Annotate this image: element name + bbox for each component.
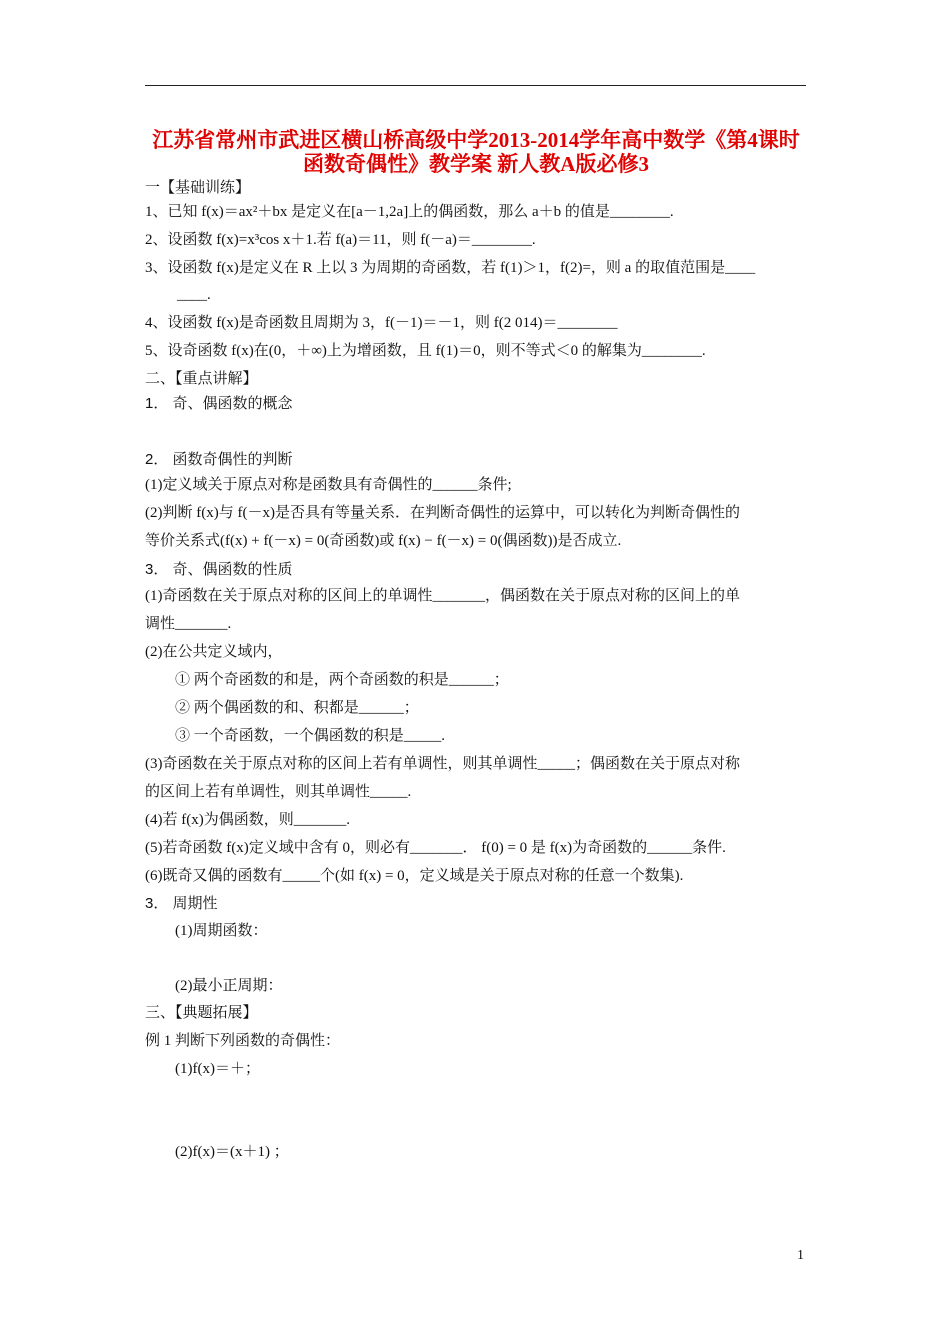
point-3-1: (1)奇函数在关于原点对称的区间上的单调性_______，偶函数在关于原点对称的区间上的单 xyxy=(145,588,740,604)
point-3-2-item-3: ③ 一个奇函数，一个偶函数的积是_____. xyxy=(175,728,446,744)
point-4-2: (2)最小正周期： xyxy=(175,978,283,994)
example-1: 例 1 判断下列函数的奇偶性： xyxy=(145,1033,341,1049)
point-3-5: (5)若奇函数 f(x)定义域中含有 0，则必有_______． f(0) = 0 是 f(x)为奇函数的______条件. xyxy=(145,840,726,856)
question-2: 2、设函数 f(x)=x³cos x＋1.若 f(a)＝11，则 f(－a)＝________. xyxy=(145,232,536,248)
question-1: 1、已知 f(x)＝ax²＋bx 是定义在[a－1,2a]上的偶函数，那么 a＋b 的值是________. xyxy=(145,204,674,220)
point-3-2-item-2: ② 两个偶函数的和、积都是______； xyxy=(175,700,419,716)
question-3: 3、设函数 f(x)是定义在 R 上以 3 为周期的奇函数，若 f(1)＞1，f(2)=，则 a 的取值范围是____ xyxy=(145,260,756,276)
question-3-continued: ____. xyxy=(177,287,211,303)
example-1-part-2: (2)f(x)＝(x＋1) ； xyxy=(175,1144,289,1160)
point-3-2: (2)在公共定义域内， xyxy=(145,644,283,660)
heading-judgement: 2． 函数奇偶性的判断 xyxy=(145,451,293,468)
heading-concept: 1． 奇、偶函数的概念 xyxy=(145,395,293,412)
point-4-1: (1)周期函数： xyxy=(175,923,268,939)
question-4: 4、设函数 f(x)是奇函数且周期为 3，f(－1)＝－1，则 f(2 014)＝________ xyxy=(145,315,618,331)
point-3-1-continued: 调性_______. xyxy=(145,616,232,632)
point-3-2-item-1: ① 两个奇函数的和是，两个奇函数的积是______； xyxy=(175,672,509,688)
heading-properties: 3． 奇、偶函数的性质 xyxy=(145,561,293,578)
page-number: 1 xyxy=(797,1248,804,1263)
example-1-part-1: (1)f(x)＝＋； xyxy=(175,1061,260,1077)
point-2-2: (2)判断 f(x)与 f(－x)是否具有等量关系．在判断奇偶性的运算中，可以转化为判断奇偶性的 xyxy=(145,505,740,521)
question-5: 5、设奇函数 f(x)在(0，＋∞)上为增函数，且 f(1)＝0，则不等式＜0 的解集为________. xyxy=(145,343,706,359)
point-3-3-continued: 的区间上若有单调性，则其单调性_____. xyxy=(145,784,412,800)
document-title: 江苏省常州市武进区横山桥高级中学2013-2014学年高中数学《第4课时 函数奇偶性》教学案 新人教A版必修3 xyxy=(152,128,800,176)
section-key-points: 二、【重点讲解】 xyxy=(145,371,258,387)
heading-periodicity: 3． 周期性 xyxy=(145,895,218,912)
point-2-1: (1)定义域关于原点对称是函数具有奇偶性的______条件; xyxy=(145,477,512,493)
section-basic-training: 一【基础训练】 xyxy=(145,180,251,196)
point-2-2-continued: 等价关系式(f(x) + f(－x) = 0(奇函数)或 f(x) − f(－x) = 0(偶函数))是否成立. xyxy=(145,533,622,549)
section-extension: 三、【典题拓展】 xyxy=(145,1005,258,1021)
point-3-4: (4)若 f(x)为偶函数，则_______. xyxy=(145,812,350,828)
point-3-3: (3)奇函数在关于原点对称的区间上若有单调性，则其单调性_____；偶函数在关于原点对称 xyxy=(145,756,740,772)
header-rule xyxy=(145,85,806,86)
point-3-6: (6)既奇又偶的函数有_____个(如 f(x) = 0，定义域是关于原点对称的任意一个数集). xyxy=(145,868,684,884)
